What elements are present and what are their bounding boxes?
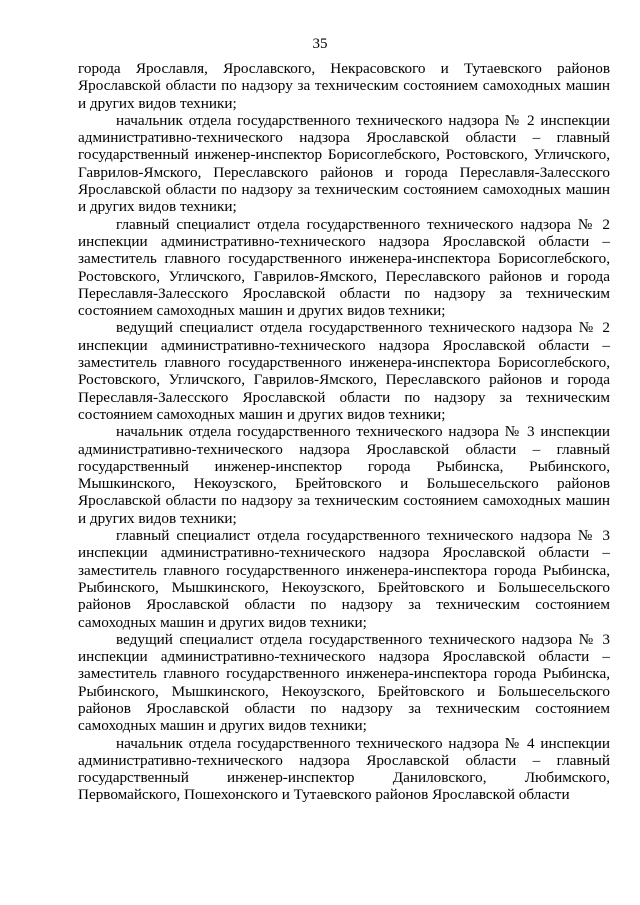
paragraph-chief-specialist-department-2: главный специалист отдела государственного технического надзора № 2 инспекции административно-технического надзора Ярославской области – заместитель главного государственного инженера-инспектора Борисоглебского, Ростовского, Угличского, Гаврилов-Ямского, Переславского районов и города Переславля-Залесского Ярославской области по надзору за техническим состоянием самоходных машин и других видов техники; — [78, 215, 610, 320]
paragraph-chief-specialist-department-3: главный специалист отдела государственного технического надзора № 3 инспекции административно-технического надзора Ярославской области – заместитель главного государственного инженера-инспектора города Рыбинска, Рыбинского, Мышкинского, Некоузского, Брейтовского и Большесельского районов Ярославской области по надзору за техническим состоянием самоходных машин и других видов техники; — [78, 527, 610, 631]
paragraph-continuation: города Ярославля, Ярославского, Некрасовского и Тутаевского районов Ярославской области по надзору за техническим состоянием самоходных машин и других видов техники; — [78, 60, 610, 112]
paragraph-head-of-department-3: начальник отдела государственного технического надзора № 3 инспекции административно-технического надзора Ярославской области – главный государственный инженер-инспектор города Рыбинска, Рыбинского, Мышкинского, Некоузского, Брейтовского и Большесельского районов Ярославской области по надзору за техническим состоянием самоходных машин и других видов техники; — [78, 423, 610, 527]
page-number: 35 — [312, 36, 328, 52]
paragraph-head-of-department-4: начальник отдела государственного технического надзора № 4 инспекции административно-технического надзора Ярославской области – главный государственный инженер-инспектор Даниловского, Любимского, Первомайского, Пошехонского и Тутаевского районов Ярославской области — [78, 734, 610, 804]
document-body — [78, 60, 610, 804]
paragraph-head-of-department-2: начальник отдела государственного технического надзора № 2 инспекции административно-технического надзора Ярославской области – главный государственный инженер-инспектор Борисоглебского, Ростовского, Угличского, Гаврилов-Ямского, Переславского районов и города Переславля-Залесского Ярославской области по надзору за техническим состоянием самоходных машин и других видов техники; — [78, 111, 610, 216]
paragraph-leading-specialist-department-2: ведущий специалист отдела государственного технического надзора № 2 инспекции административно-технического надзора Ярославской области – заместитель главного государственного инженера-инспектора Борисоглебского, Ростовского, Угличского, Гаврилов-Ямского, Переславского районов и города Переславля-Залесского Ярославской области по надзору за техническим состоянием самоходных машин и других видов техники; — [78, 319, 610, 423]
paragraph-leading-specialist-department-3: ведущий специалист отдела государственного технического надзора № 3 инспекции административно-технического надзора Ярославской области – заместитель главного государственного инженера-инспектора города Рыбинска, Рыбинского, Мышкинского, Некоузского, Брейтовского и Большесельского районов Ярославской области по надзору за техническим состоянием самоходных машин и других видов техники; — [78, 630, 610, 735]
